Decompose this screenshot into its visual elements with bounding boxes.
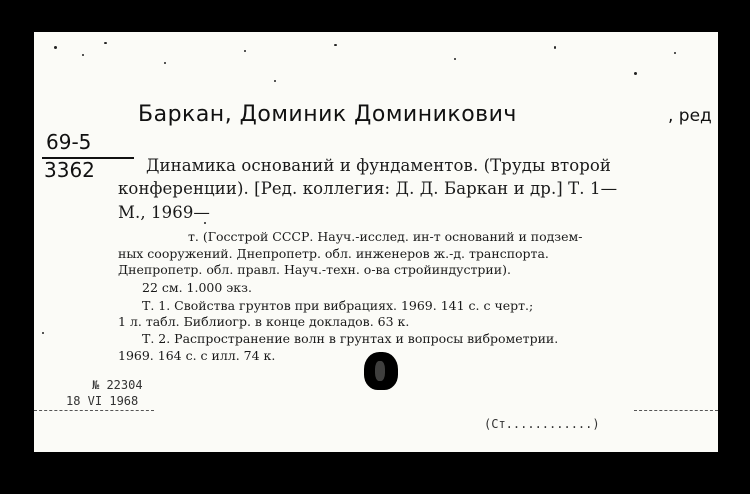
description-line-4: 22 см. 1.000 экз. [142, 280, 252, 295]
scan-speck [54, 46, 57, 49]
title-line-2: конференции). [Ред. коллегия: Д. Д. Баркан и др.] Т. 1— [118, 179, 618, 198]
title-line-1: Динамика оснований и фундаментов. (Труды второй [146, 156, 612, 175]
description-line-3: Днепропетр. обл. правл. Науч.-техн. о-ва стройиндустрии). [118, 262, 511, 277]
punch-hole [364, 352, 398, 390]
call-number-bottom: 3362 [44, 158, 95, 182]
scan-speck [164, 62, 166, 64]
call-number-top: 69-5 [46, 130, 92, 154]
scan-speck [454, 58, 456, 60]
editor-mark-handwritten: , ред [668, 106, 712, 126]
title-line-3: М., 1969— [118, 203, 211, 222]
volume-line-4: 1969. 164 с. с илл. 74 к. [118, 348, 276, 363]
author-handwritten: Баркан, Доминик Доминикович [138, 102, 517, 127]
volume-line-1: Т. 1. Свойства грунтов при вибрациях. 1969. 141 с. с черт.; [142, 298, 534, 313]
date-stamp: 18 VI 1968 [66, 394, 139, 408]
scan-edge-dash [34, 410, 154, 411]
scan-speck [104, 42, 107, 44]
scan-speck [274, 80, 276, 82]
scan-speck [244, 50, 246, 52]
volume-line-3: Т. 2. Распространение волн в грунтах и вопросы виброметрии. [142, 331, 559, 346]
scan-speck [634, 72, 637, 75]
scan-speck [82, 54, 84, 56]
scan-speck [334, 44, 337, 46]
scan-edge-dash [634, 410, 718, 411]
scan-speck [204, 222, 206, 224]
description-line-1: т. (Госстрой СССР. Науч.-исслед. ин-т оснований и подзем- [188, 229, 583, 244]
scan-speck [554, 46, 556, 49]
catalog-card [34, 32, 718, 452]
scan-speck [674, 52, 676, 54]
scan-speck [42, 332, 44, 334]
accession-number-stamp: № 22304 [92, 378, 143, 392]
volume-line-2: 1 л. табл. Библиогр. в конце докладов. 63 к. [118, 314, 410, 329]
bottom-right-mark: (Ст............) [484, 417, 600, 431]
description-line-2: ных сооружений. Днепропетр. обл. инженеров ж.-д. транспорта. [118, 246, 549, 261]
